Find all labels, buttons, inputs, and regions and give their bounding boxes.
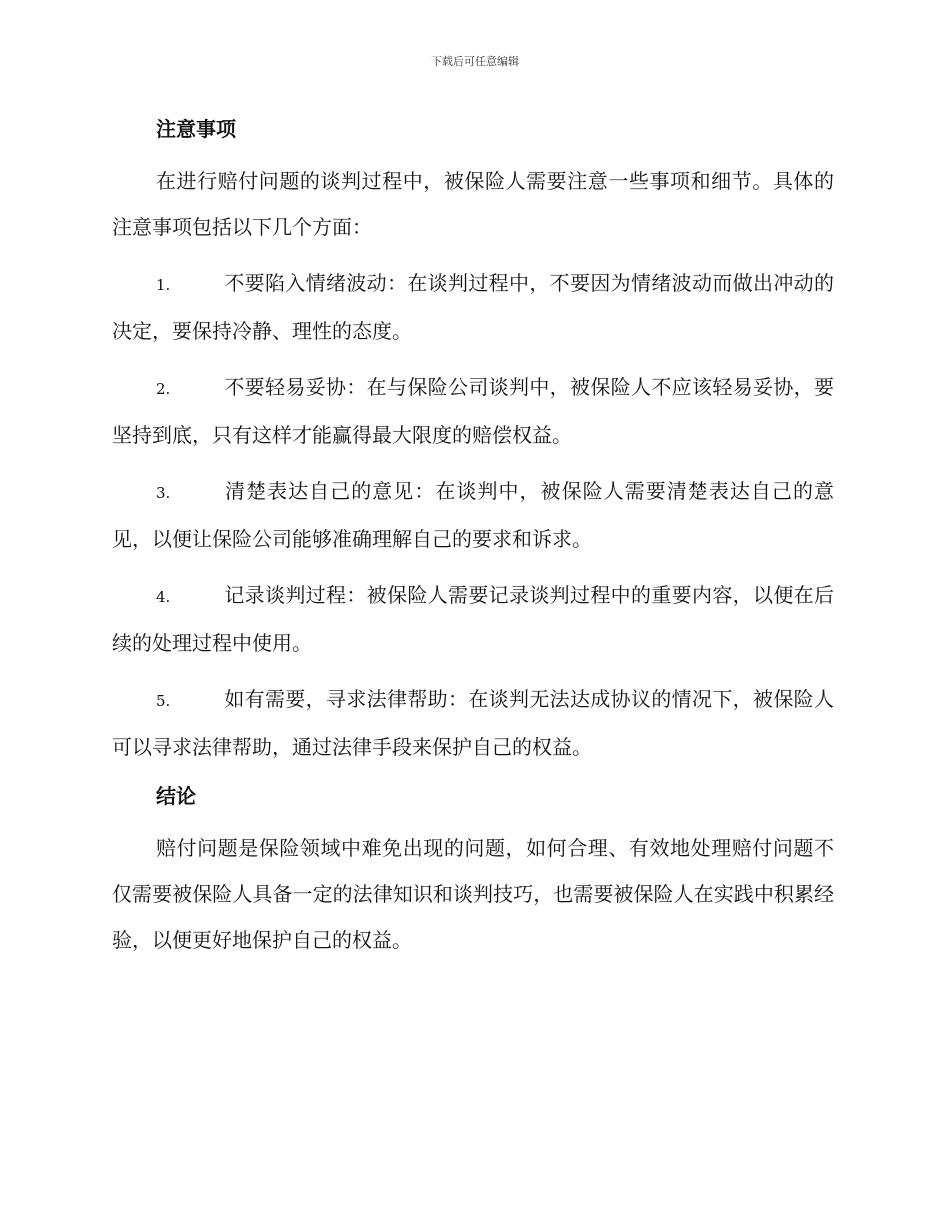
list-number: 4. <box>156 588 171 606</box>
list-item <box>112 260 834 354</box>
list-number: 5. <box>156 692 171 710</box>
conclusion-paragraph: 赔付问题是保险领域中难免出现的问题，如何合理、有效地处理赔付问题不仅需要被保险人具备一定的法律知识和谈判技巧，也需要被保险人在实践中积累经验，以便更好地保护自己的权益。 <box>112 836 834 952</box>
list-number: 2. <box>156 380 171 398</box>
section-title-notes: 注意事项 <box>156 117 236 141</box>
list-number: 1. <box>156 276 171 294</box>
page-header: 下载后可任意编辑 <box>431 55 519 68</box>
list-number: 3. <box>156 484 171 502</box>
notes-intro-paragraph: 在进行赔付问题的谈判过程中，被保险人需要注意一些事项和细节。具体的注意事项包括以下几个方面： <box>112 169 834 239</box>
list-item-text: 记录谈判过程：被保险人需要记录谈判过程中的重要内容，以便在后续的处理过程中使用。 <box>112 583 834 655</box>
list-item <box>112 468 834 562</box>
section-title-conclusion: 结论 <box>156 784 196 808</box>
list-item <box>112 676 834 770</box>
list-item <box>112 364 834 458</box>
list-item-text: 清楚表达自己的意见：在谈判中，被保险人需要清楚表达自己的意见，以便让保险公司能够准确理解自己的要求和诉求。 <box>112 479 834 551</box>
document-body <box>112 113 834 973</box>
list-item-text: 如有需要，寻求法律帮助：在谈判无法达成协议的情况下，被保险人可以寻求法律帮助，通过法律手段来保护自己的权益。 <box>112 687 834 759</box>
list-item-text: 不要陷入情绪波动：在谈判过程中，不要因为情绪波动而做出冲动的决定，要保持冷静、理性的态度。 <box>112 271 834 343</box>
list-item <box>112 572 834 666</box>
list-item-text: 不要轻易妥协：在与保险公司谈判中，被保险人不应该轻易妥协，要坚持到底，只有这样才能赢得最大限度的赔偿权益。 <box>112 375 834 447</box>
